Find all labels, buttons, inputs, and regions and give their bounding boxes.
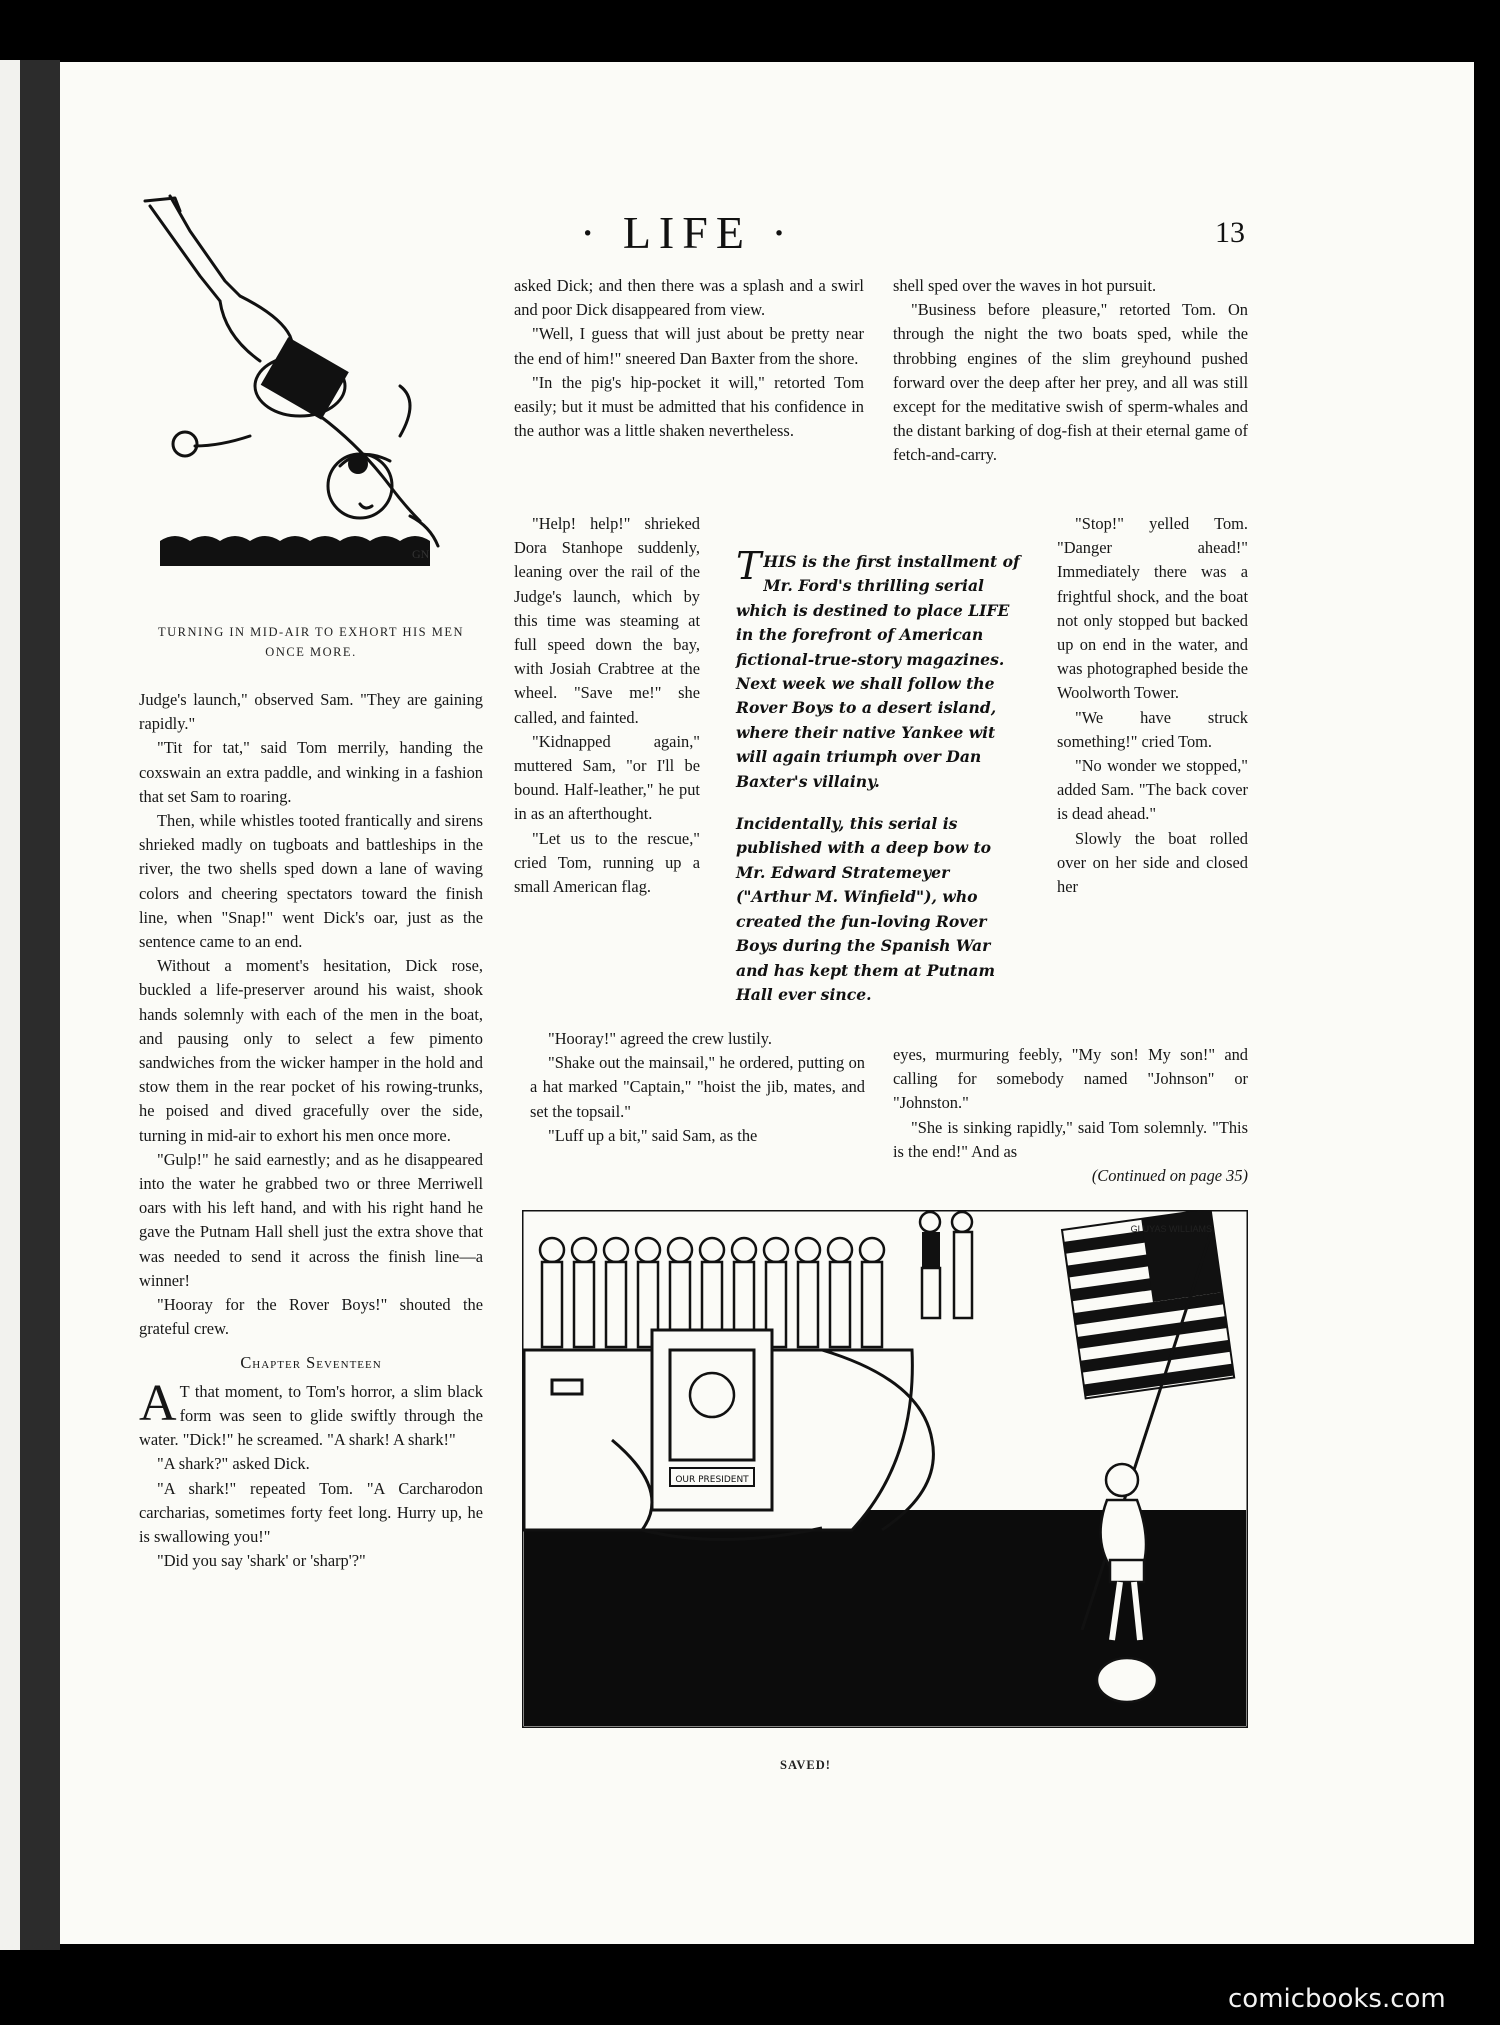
editorial-note — [736, 544, 1022, 1025]
portrait-label: OUR PRESIDENT — [675, 1475, 749, 1485]
paragraph: Without a moment's hesitation, Dick rose, buckled a life-preserver around his waist, shook hands solemnly with each of the men in the boat, and pausing only to select a few pimento sandwiches from the wicker hamper in the hold and stow them in the rear pocket of his rowing-trunks, he poised and dived gracefully over the side, turning in mid-air to exhort his men once more. — [139, 956, 483, 1145]
paragraph: "Stop!" yelled Tom. "Danger ahead!" Immediately there was a frightful shock, and the boat not only stopped but backed up on end in the water, and was photographed beside the Woolworth Tower. — [1057, 514, 1248, 703]
paragraph: eyes, murmuring feebly, "My son! My son!" and calling for somebody named "Johnson" or "Johnston." — [893, 1045, 1248, 1113]
paragraph: "We have struck something!" cried Tom. — [1057, 707, 1248, 751]
cartoon1-caption: TURNING IN MID-AIR TO EXHORT HIS MEN ONCE MORE. — [157, 625, 465, 659]
paragraph: Then, while whistles tooted frantically and sirens shrieked madly on tugboats and battleships in the river, the two shells sped down a lane of waving colors and cheering spectators toward the finish line, when "Snap!" went Dick's oar, just as the sentence came to an end. — [139, 811, 483, 952]
paragraph: "No wonder we stopped," added Sam. "The back cover is dead ahead." — [1057, 756, 1248, 824]
paragraph: "Let us to the rescue," cried Tom, running up a small American flag. — [514, 828, 700, 897]
cartoon2-signature: GLUYAS WILLIAMS — [1130, 1224, 1212, 1234]
continued-note: (Continued on page 35) — [1091, 1166, 1248, 1186]
chapter-heading: Chapter Seventeen — [240, 1353, 382, 1373]
paragraph: "In the pig's hip-pocket it will," retorted Tom easily; but it must be admitted that his confidence in the author was a little shaken nevertheless. — [514, 372, 864, 441]
paragraph: shell sped over the waves in hot pursuit. — [893, 276, 1157, 295]
paragraph: "Kidnapped again," muttered Sam, "or I'll be bound. Half-leather," he put in as an afterthought. — [514, 731, 700, 824]
paragraph: "Hooray for the Rover Boys!" shouted the grateful crew. — [139, 1295, 483, 1339]
paragraph: "A shark?" asked Dick. — [157, 1454, 310, 1474]
paragraph: "Did you say 'shark' or 'sharp'?" — [157, 1551, 366, 1571]
diving-figure-illustration — [130, 186, 450, 606]
text-column-2-narrow — [514, 512, 700, 899]
drop-cap: T — [736, 544, 762, 588]
cartoon2-caption: SAVED! — [780, 1758, 831, 1772]
text-column-3-narrow — [1057, 512, 1248, 899]
text-column-2-top — [514, 274, 864, 443]
cartoon1-signature: GN — [412, 547, 430, 561]
text-column-3-bottom — [893, 1043, 1248, 1188]
paragraph: "Help! help!" shrieked Dora Stanhope suddenly, leaning over the rail of the Judge's launch, which by this time was steaming at full speed down the bay, with Josiah Crabtree at the wheel. "Save me!" she called, and fainted. — [514, 514, 700, 727]
paragraph: "She is sinking rapidly," said Tom solemnly. "This is the end!" And as — [893, 1117, 1248, 1161]
masthead: · LIFE · — [580, 207, 795, 258]
paragraph: "A shark!" repeated Tom. "A Carcharodon carcharias, sometimes forty feet long. Hurry up, he is swallowing you!" — [139, 1478, 483, 1546]
paragraph: Slowly the boat rolled over on her side and closed her — [1057, 828, 1248, 897]
paragraph: "Gulp!" he said earnestly; and as he disappeared into the water he grabbed two or three Merriwell oars with his left hand, and with his right hand he gave the Putnam Hall shell just the extra shove that was needed to send it across the finish line—a winner! — [139, 1149, 483, 1290]
editorial-intro: THIS is the first installment of Mr. Ford's thrilling serial which is destined to place LIFE in the forefront of American fictional-true-story magazines. Next week we shall follow the Rover Boys to a desert island, where their native Yankee wit will again triumph over Dan Baxter's villainy. — [736, 544, 1020, 791]
paragraph: "Tit for tat," said Tom merrily, handing the coxswain an extra paddle, and winking in a fashion that set Sam to roaring. — [139, 738, 483, 806]
left-page-edge — [0, 60, 20, 1950]
text-column-3-top — [893, 274, 1248, 468]
source-watermark: comicbooks.com — [1228, 1984, 1446, 2014]
gutter-shadow — [20, 60, 60, 1950]
paragraph: "Well, I guess that will just about be pretty near the end of him!" sneered Dan Baxter from the shore. — [514, 324, 864, 368]
paragraph: "Luff up a bit," said Sam, as the — [548, 1125, 758, 1145]
chapter-opening: A T that moment, to Tom's horror, a slim black form was seen to glide swiftly through the water. "Dick!" he screamed. "A shark! A shark!" — [139, 1374, 483, 1450]
paragraph: asked Dick; and then there was a splash and a swirl and poor Dick disappeared from view. — [514, 276, 864, 320]
paragraph: "Business before pleasure," retorted Tom. On through the night the two boats sped, while the throbbing engines of the slim greyhound pushed forward over the deep after her prey, and all was still except for the meditative swish of sperm-whales and the distant barking of dog-fish at their eternal game of fetch-and-carry. — [893, 300, 1248, 465]
page-number: 13 — [1215, 216, 1245, 249]
text-column-2-bottom — [530, 1027, 865, 1148]
drop-cap: A — [139, 1374, 177, 1432]
paragraph: "Shake out the mainsail," he ordered, putting on a hat marked "Captain," "hoist the jib, mates, and set the topsail." — [530, 1053, 865, 1121]
paragraph: "Hooray!" agreed the crew lustily. — [548, 1029, 772, 1048]
editorial-dedication: Incidentally, this serial is published with a deep bow to Mr. Edward Stratemeyer ("Arthur M. Winfield"), who created the fun-loving Rover Boys during the Spanish War and has kept them at Putnam Hall ever since. — [736, 814, 996, 1004]
saved-cartoon — [522, 1210, 1248, 1728]
paragraph: Judge's launch," observed Sam. "They are gaining rapidly." — [139, 690, 483, 734]
text-column-1 — [139, 688, 483, 1573]
